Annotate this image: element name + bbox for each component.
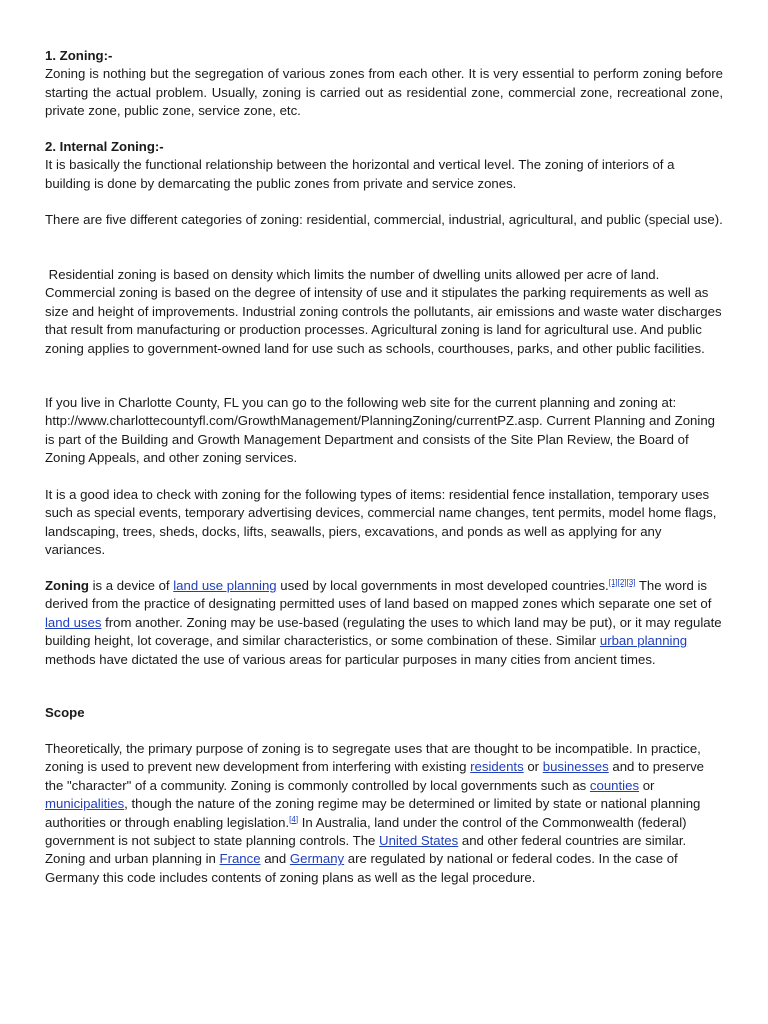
text-run: are regulated by national or federal codes. In the case of Germany this code includes contents of zoning plans as well as the legal procedure.: [45, 851, 678, 885]
section-text: Zoning is nothing but the segregation of various zones from each other. It is very essential to perform zoning before starting the actual problem. Usually, zoning is carried out as residential zone, commercial zone, recreational zone, private zone, public zone, service zone, etc.: [45, 66, 723, 119]
citation-4[interactable]: [4]: [289, 814, 299, 824]
text-run: from another. Zoning may be use-based (regulating the uses to which land may be put), or it may regulate building height, lot coverage, and similar characteristics, or some combination of these. Similar: [45, 614, 722, 649]
text-run: , though the nature of the zoning regime may be determined or limited by state or national planning authorities or through enabling legislation.: [45, 796, 701, 830]
paragraph-wiki-intro: [45, 577, 723, 669]
link-united-states[interactable]: United States: [379, 833, 459, 849]
text-run: and: [260, 851, 290, 867]
text-run: methods have dictated the use of various areas for particular purposes in many cities from ancient times.: [45, 651, 656, 667]
link-counties[interactable]: counties: [589, 777, 640, 793]
paragraph-check-zoning: It is a good idea to check with zoning for the following types of items: residential fence installation, temporary uses such as special events, temporary advertising devices, commercial name changes, tent permits, model home flags, landscaping, trees, sheds, docks, lifts, seawalls, piers, excavations, and ponds as well as applying for any variances.: [45, 487, 717, 558]
link-germany[interactable]: Germany: [289, 851, 345, 867]
paragraph-categories: There are five different categories of zoning: residential, commercial, industrial, agricultural, and public (special use).: [45, 212, 723, 227]
section-internal-zoning: [45, 138, 723, 193]
text-run: is a device of: [88, 578, 174, 593]
text-run: used by local governments in most developed countries.: [276, 578, 609, 593]
scope-heading: Scope: [45, 705, 85, 720]
text-run: Theoretically, the primary purpose of zoning is to segregate uses that are thought to be incompatible. In practice, zoning is used to prevent new development from interfering with existing: [45, 741, 701, 775]
link-land-use-planning[interactable]: land use planning: [173, 578, 277, 593]
link-residents[interactable]: residents: [470, 759, 524, 775]
text-run: or: [523, 759, 543, 775]
section-zoning: [45, 47, 723, 121]
paragraph-scope: [45, 740, 723, 887]
section-heading: 1. Zoning:-: [45, 48, 113, 63]
text-run: In Australia, land under the control of the Commonwealth (federal) government is not subject to state planning controls. The: [45, 814, 687, 849]
text-run: and to preserve the "character" of a community. Zoning is commonly controlled by local governments such as: [45, 759, 705, 793]
link-france[interactable]: France: [219, 851, 261, 867]
section-text: It is basically the functional relationship between the horizontal and vertical level. The zoning of interiors of a building is done by demarcating the public zones from private and service zones.: [45, 157, 675, 191]
citation-1-2-3[interactable]: [1][2][3]: [608, 578, 636, 587]
zoning-term: Zoning: [45, 578, 89, 593]
link-land-uses[interactable]: land uses: [45, 614, 102, 630]
paragraph-charlotte-county: If you live in Charlotte County, FL you can go to the following web site for the current planning and zoning at: http://www.charlottecountyfl.com/GrowthManagement/PlanningZoning/currentPZ.asp. Current Planning and Zoning is part of the Building and Growth Management Department and consists of the Site Plan Review, the Board of Zoning Appeals, and other zoning services.: [45, 395, 715, 466]
link-municipalities[interactable]: municipalities: [45, 796, 125, 812]
text-run: The word is derived from the practice of designating permitted uses of land based on mapped zones which separate one set of: [45, 578, 712, 612]
text-run: and other federal countries are similar. Zoning and urban planning in: [45, 833, 687, 867]
link-urban-planning[interactable]: urban planning: [599, 633, 688, 649]
paragraph-residential: Residential zoning is based on density which limits the number of dwelling units allowed per acre of land. Commercial zoning is based on the degree of intensity of use and it stipulates the parking requirements as well as size and height of improvements. Industrial zoning controls the pollutants, air emissions and waste water discharges that result from manufacturing or production processes. Agricultural zoning is land for agricultural use. And public zoning applies to government-owned land for use such as schools, courthouses, parks, and other public facilities.: [45, 267, 726, 356]
link-businesses[interactable]: businesses: [542, 759, 609, 775]
text-run: or: [639, 777, 655, 793]
section-heading: 2. Internal Zoning:-: [45, 139, 164, 154]
